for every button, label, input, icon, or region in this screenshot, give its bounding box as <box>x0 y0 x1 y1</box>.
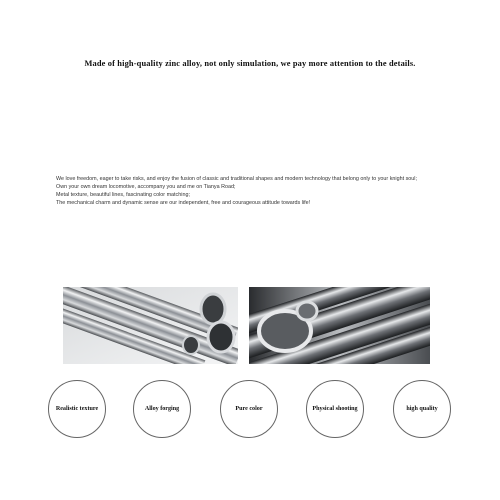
paragraph-line: We love freedom, eager to take risks, and enjoy the fusion of classic and traditional shapes and modern technology that belong only to your knight soul; <box>56 176 417 182</box>
feature-badge-realistic-texture <box>48 380 106 438</box>
paragraph-line: Metal texture, beautiful lines, fascinating color matching; <box>56 192 190 199</box>
headline: Made of high-quality zinc alloy, not only simulation, we pay more attention to the details. <box>84 59 416 68</box>
feature-badge-high-quality <box>393 380 451 438</box>
feature-label: Physical shooting <box>312 406 358 412</box>
feature-label: high quality <box>406 406 438 412</box>
feature-badge-physical-shooting <box>306 380 364 438</box>
paragraph-line: The mechanical charm and dynamic sense are our independent, free and courageous attitude towards life! <box>56 200 311 207</box>
feature-label: Realistic texture <box>55 406 99 412</box>
description-paragraph <box>56 175 496 207</box>
feature-badge-pure-color <box>220 380 278 438</box>
steel-pipes-photo-left <box>63 287 238 364</box>
steel-pipes-photo-right <box>249 287 430 364</box>
paragraph-line: Own your own dream locomotive, accompany you and me on Tianya Road; <box>56 184 236 191</box>
feature-label: Alloy forging <box>144 406 180 412</box>
feature-label: Pure color <box>235 406 263 412</box>
feature-badge-alloy-forging <box>133 380 191 438</box>
